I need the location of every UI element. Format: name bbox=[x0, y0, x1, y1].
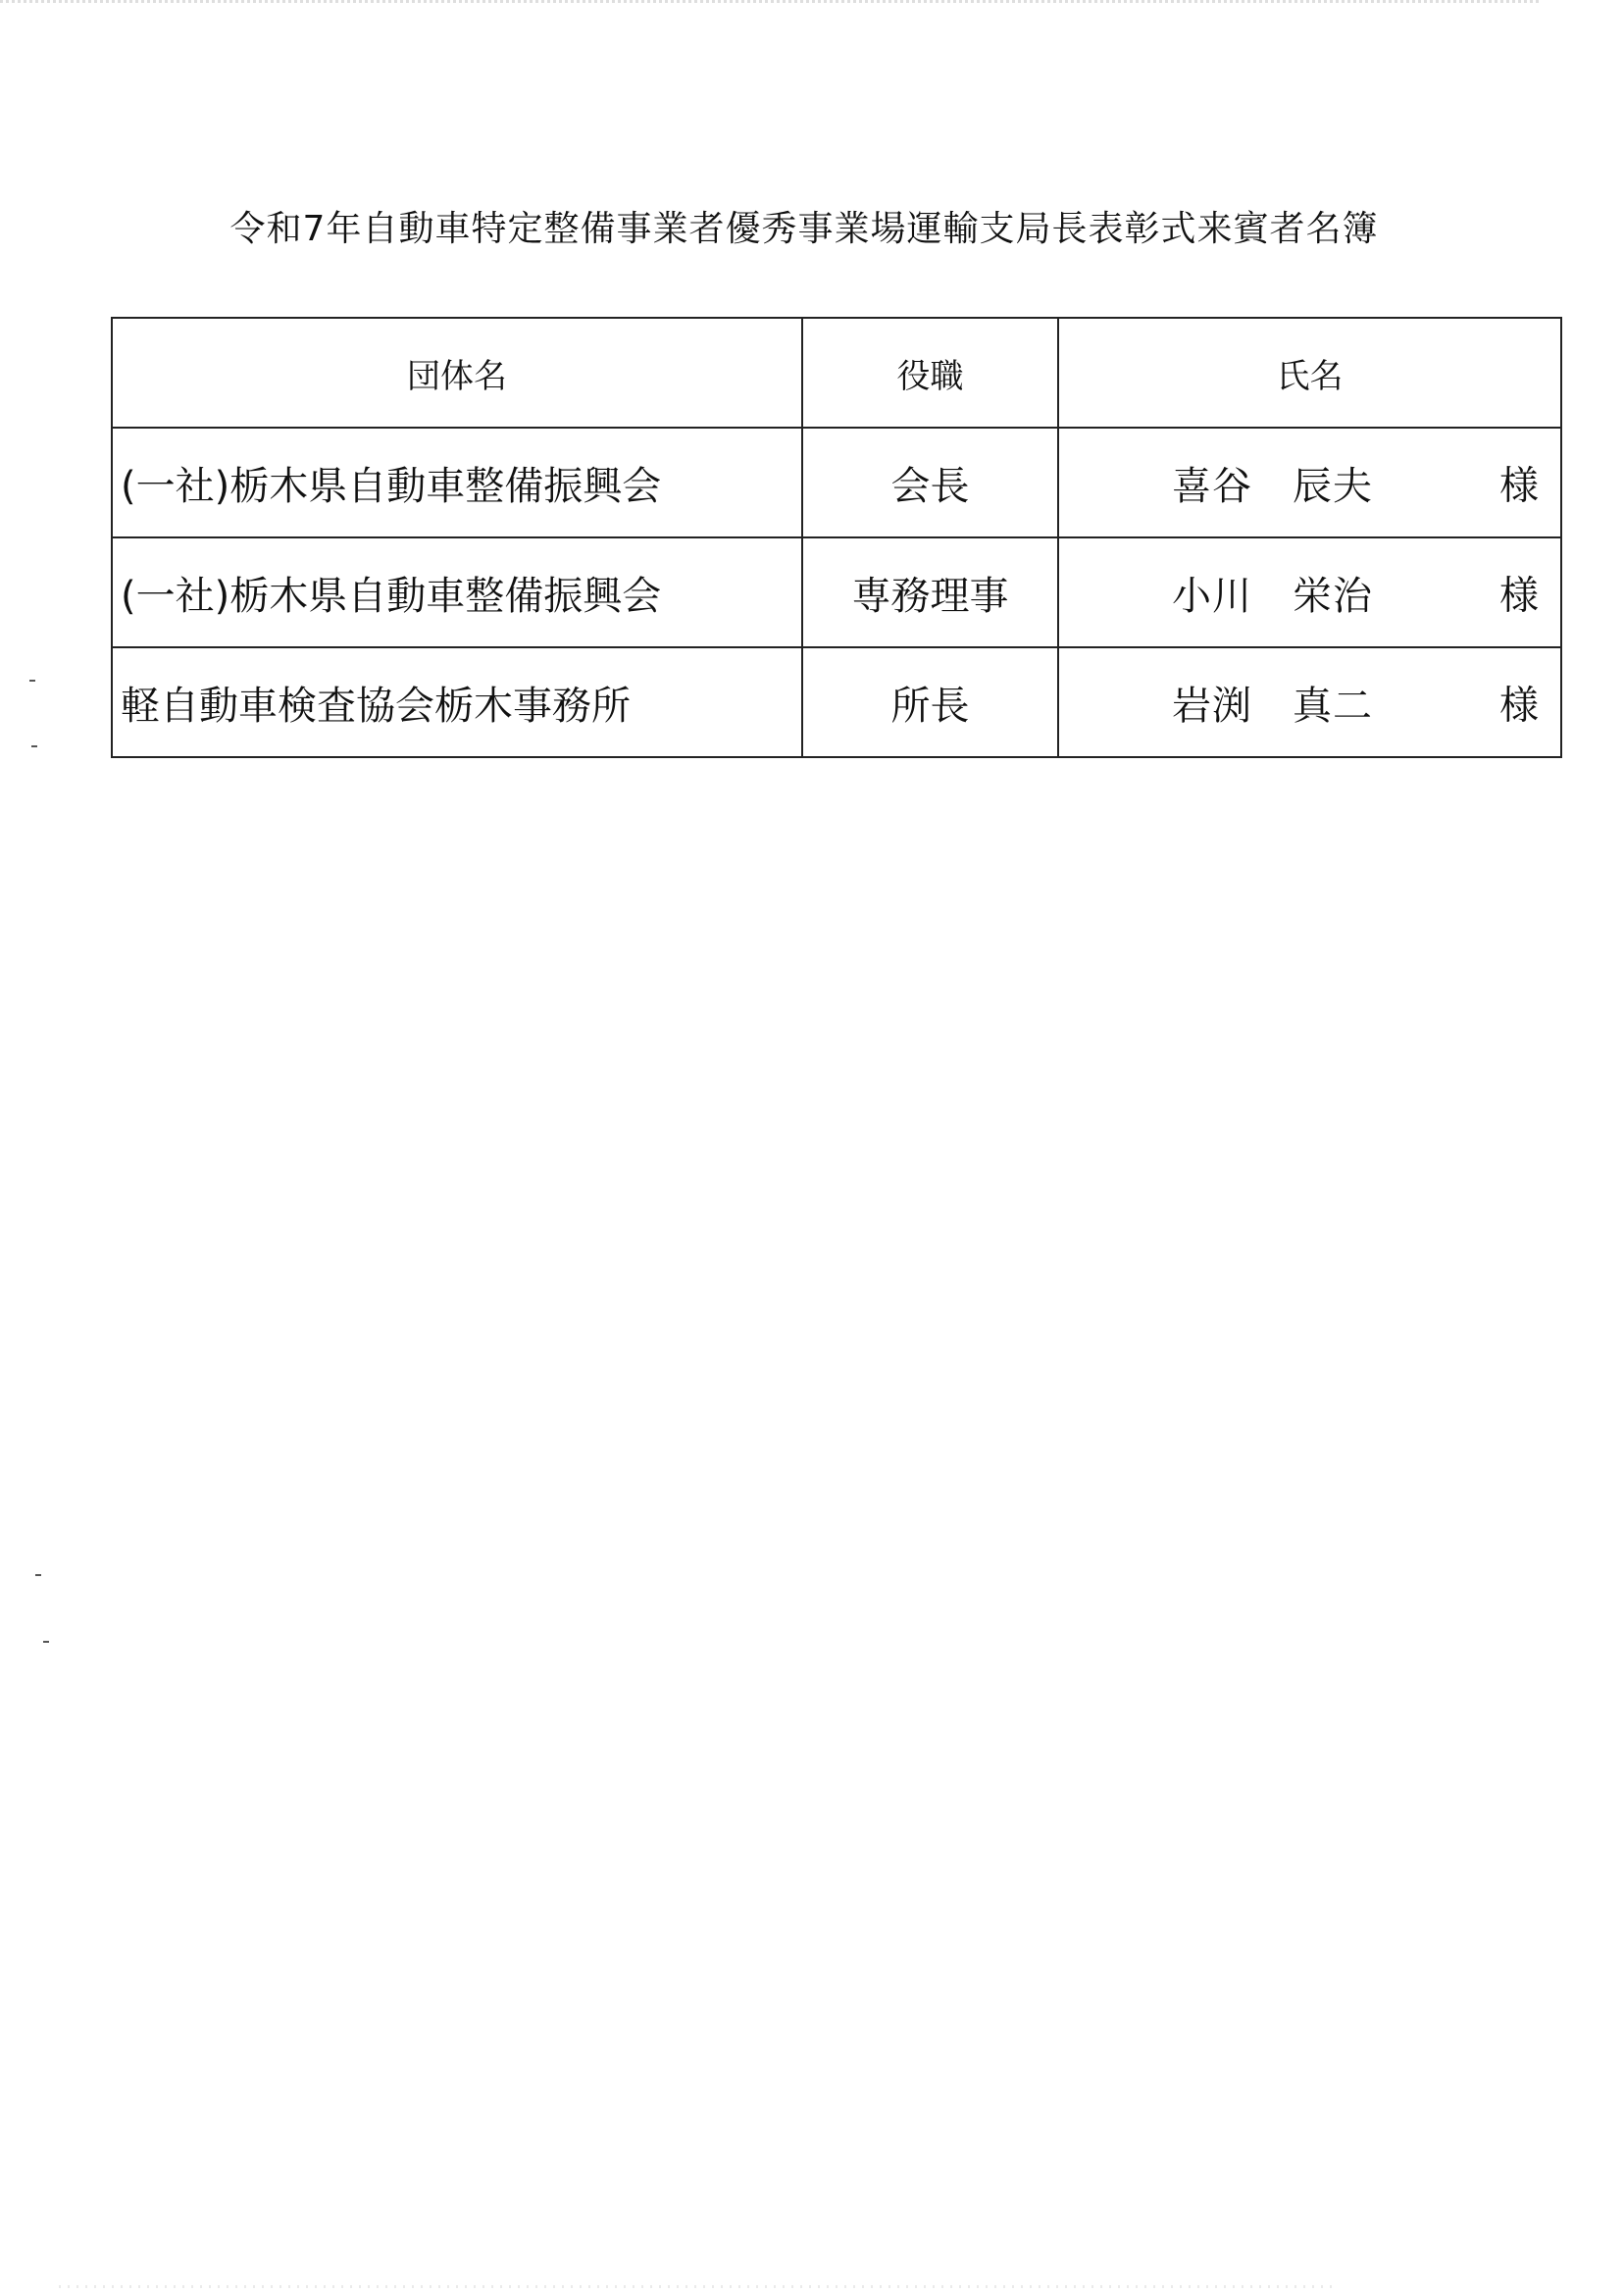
guest-name: 小川 栄治 bbox=[1172, 573, 1373, 619]
scan-artifact-top bbox=[0, 0, 1540, 3]
honorific: 様 bbox=[1499, 463, 1539, 509]
organization-cell: (一社)栃木県自動車整備振興会 bbox=[112, 428, 802, 537]
position-cell: 専務理事 bbox=[802, 537, 1058, 647]
guest-name: 喜谷 辰夫 bbox=[1172, 463, 1373, 509]
name-cell bbox=[1058, 428, 1561, 537]
table-row bbox=[112, 428, 1561, 537]
scan-speck bbox=[35, 1574, 41, 1576]
scan-speck bbox=[29, 680, 35, 682]
table-row bbox=[112, 647, 1561, 757]
position-cell: 会長 bbox=[802, 428, 1058, 537]
position-cell: 所長 bbox=[802, 647, 1058, 757]
organization-cell: (一社)栃木県自動車整備振興会 bbox=[112, 537, 802, 647]
honorific: 様 bbox=[1499, 683, 1539, 729]
header-organization: 団体名 bbox=[112, 318, 802, 428]
scan-artifact-bottom bbox=[59, 2285, 1334, 2288]
table-row bbox=[112, 537, 1561, 647]
guest-name: 岩渕 真二 bbox=[1172, 683, 1373, 729]
name-cell bbox=[1058, 537, 1561, 647]
scan-speck bbox=[31, 745, 37, 747]
name-cell bbox=[1058, 647, 1561, 757]
header-position: 役職 bbox=[802, 318, 1058, 428]
table-header-row bbox=[112, 318, 1561, 428]
guest-list-table bbox=[111, 317, 1562, 758]
honorific: 様 bbox=[1499, 573, 1539, 619]
scan-speck bbox=[43, 1641, 49, 1643]
document-title: 令和7年自動車特定整備事業者優秀事業場運輸支局長表彰式来賓者名簿 bbox=[229, 209, 1379, 249]
header-name: 氏名 bbox=[1058, 318, 1561, 428]
organization-cell: 軽自動車検査協会栃木事務所 bbox=[112, 647, 802, 757]
